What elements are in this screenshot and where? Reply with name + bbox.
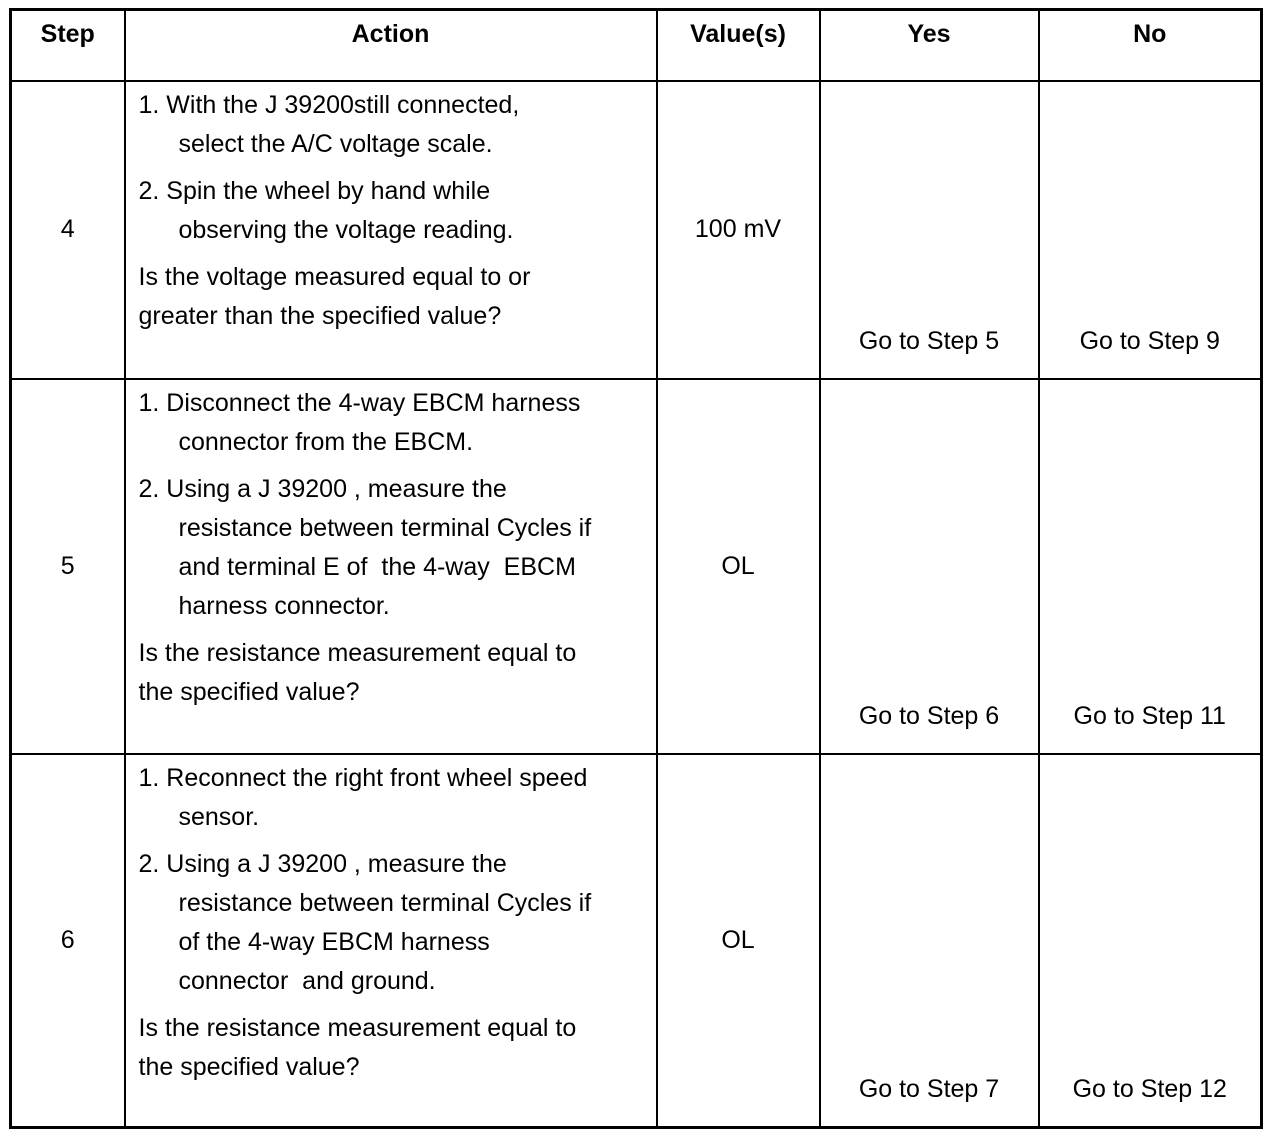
action-item: 1. Disconnect the 4-way EBCM harness connector from the EBCM. — [138, 388, 581, 456]
value-cell: OL — [657, 754, 820, 1128]
value-cell: OL — [657, 379, 820, 754]
header-values: Value(s) — [657, 10, 820, 81]
header-action: Action — [125, 10, 657, 81]
action-question: Is the resistance measurement equal to the specified value? — [138, 1013, 577, 1081]
diagnostic-procedure-table — [9, 8, 1263, 1129]
action-item: 1. Reconnect the right front wheel speed sensor. — [138, 763, 588, 831]
yes-result: Go to Step 7 — [820, 754, 1039, 1128]
header-yes: Yes — [820, 10, 1039, 81]
header-no: No — [1039, 10, 1262, 81]
yes-result: Go to Step 5 — [820, 81, 1039, 379]
table-row-step-5 — [11, 379, 1262, 754]
action-question: Is the voltage measured equal to or greater than the specified value? — [138, 262, 531, 330]
step-number: 4 — [11, 81, 125, 379]
yes-result: Go to Step 6 — [820, 379, 1039, 754]
table-row-step-4 — [11, 81, 1262, 379]
table-header-row — [11, 10, 1262, 81]
table-row-step-6 — [11, 754, 1262, 1128]
action-cell — [125, 754, 657, 1128]
no-result: Go to Step 12 — [1039, 754, 1262, 1128]
action-cell — [125, 379, 657, 754]
step-number: 6 — [11, 754, 125, 1128]
action-item: 2. Using a J 39200 , measure the resistance between terminal Cycles if of the 4-way EBCM harness connector and ground. — [138, 849, 592, 995]
action-question: Is the resistance measurement equal to the specified value? — [138, 638, 577, 706]
header-step: Step — [11, 10, 125, 81]
step-number: 5 — [11, 379, 125, 754]
action-item: 2. Spin the wheel by hand while observing the voltage reading. — [138, 176, 514, 244]
action-item: 2. Using a J 39200 , measure the resistance between terminal Cycles if and terminal E of the 4-way EBCM harness connector. — [138, 474, 592, 620]
no-result: Go to Step 11 — [1039, 379, 1262, 754]
action-item: 1. With the J 39200still connected, select the A/C voltage scale. — [138, 90, 520, 158]
no-result: Go to Step 9 — [1039, 81, 1262, 379]
value-cell: 100 mV — [657, 81, 820, 379]
action-cell — [125, 81, 657, 379]
